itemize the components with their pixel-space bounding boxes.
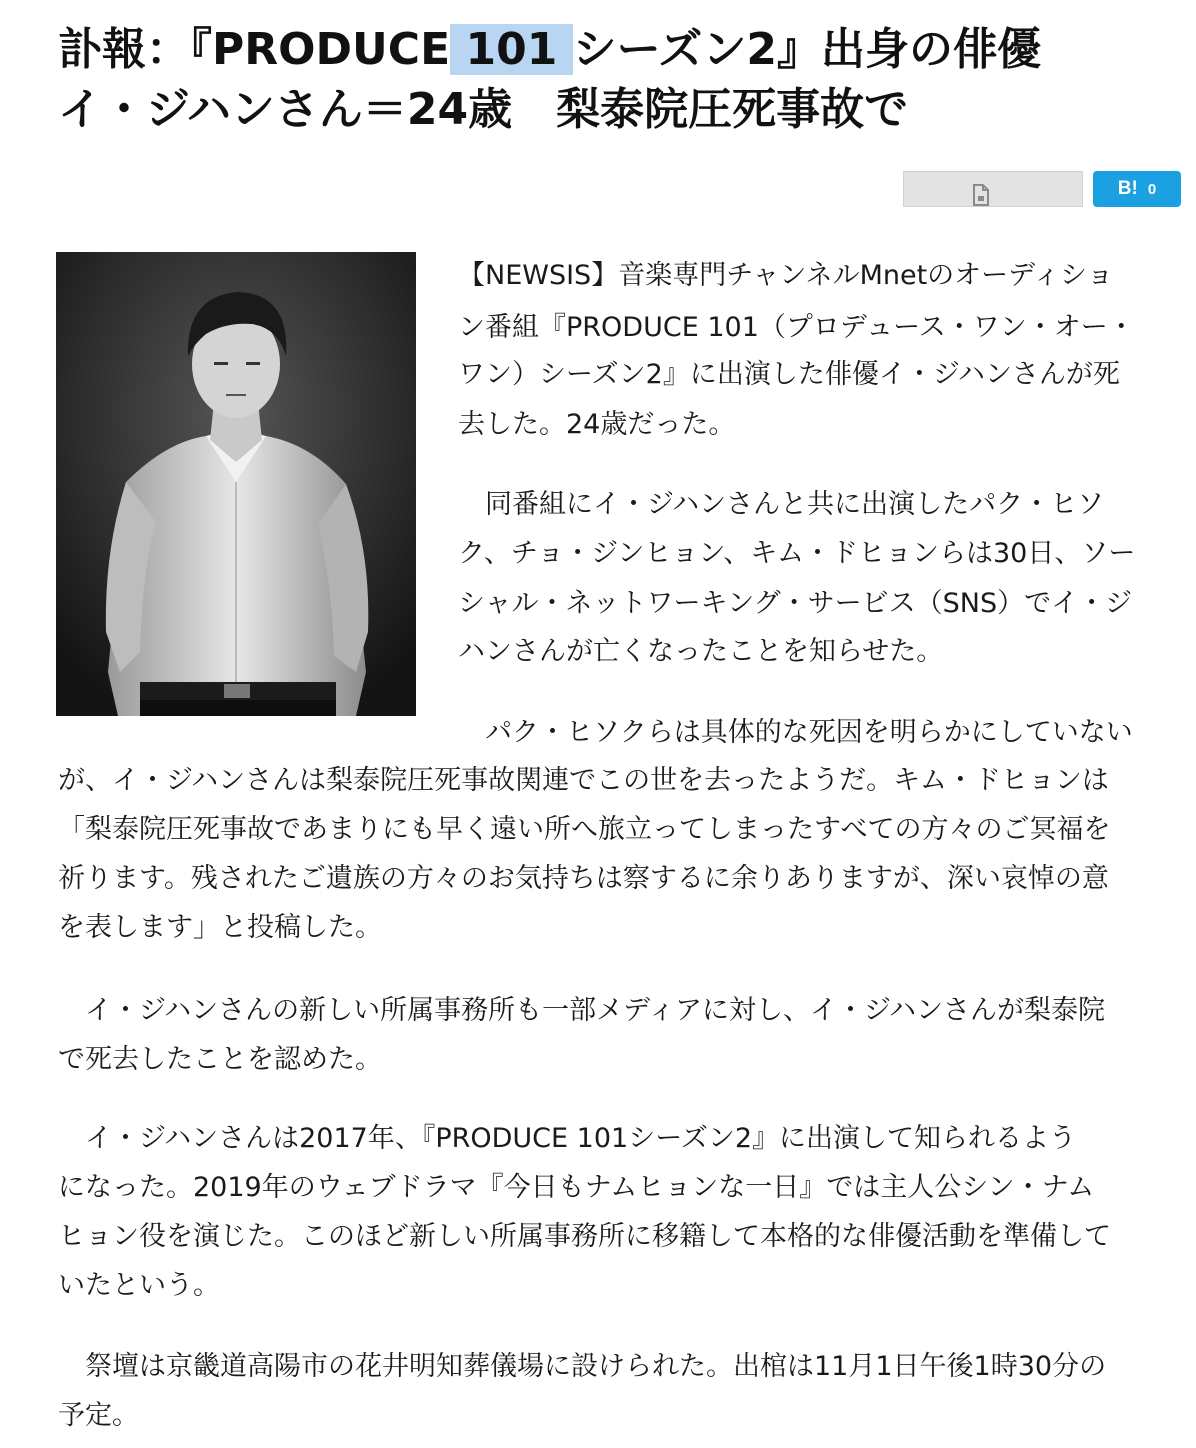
- paragraph-line: ク、チョ・ジンヒョン、キム・ドヒョンらは30日、ソー: [458, 538, 1136, 569]
- paragraph-line: シャル・ネットワーキング・サービス（SNS）でイ・ジ: [458, 588, 1133, 619]
- paragraph-line: ン番組『PRODUCE 101（プロデュース・ワン・オー・: [458, 312, 1135, 343]
- paragraph-line: で死去したことを認めた。: [58, 1044, 382, 1075]
- paragraph-line: 去した。24歳だった。: [458, 409, 736, 440]
- headline-line1: 訃報：『PRODUCE 101 シーズン2』出身の俳優: [58, 24, 1042, 75]
- hatena-bookmark-label: B!: [1117, 178, 1138, 199]
- article-photo: [56, 252, 416, 716]
- paragraph-line: ワン）シーズン2』に出演した俳優イ・ジハンさんが死: [458, 359, 1120, 390]
- article-headline: [58, 20, 1178, 140]
- paragraph-line: になった。2019年のウェブドラマ『今日もナムヒョンな一日』では主人公シン・ナム: [58, 1172, 1095, 1203]
- hatena-bookmark-count: 0: [1147, 180, 1157, 198]
- highlighted-text: 101: [450, 24, 573, 75]
- share-toolbar: [903, 171, 1181, 207]
- paragraph-line: イ・ジハンさんは2017年、『PRODUCE 101シーズン2』に出演して知られるよう: [58, 1123, 1077, 1154]
- paragraph-line: 祭壇は京畿道高陽市の花井明知葬儀場に設けられた。出棺は11月1日午後1時30分の: [58, 1351, 1107, 1382]
- paragraph-line: 「梨泰院圧死事故であまりにも早く遠い所へ旅立ってしまったすべての方々のご冥福を: [58, 814, 1111, 845]
- paragraph-line: が、イ・ジハンさんは梨泰院圧死事故関連でこの世を去ったようだ。キム・ドヒョンは: [58, 765, 1109, 796]
- paragraph-line: 同番組にイ・ジハンさんと共に出演したパク・ヒソ: [458, 489, 1105, 520]
- paragraph-line: ハンさんが亡くなったことを知らせた。: [458, 636, 944, 667]
- paragraph-line: ヒョン役を演じた。このほど新しい所属事務所に移籍して本格的な俳優活動を準備して: [58, 1221, 1111, 1252]
- document-icon: [971, 183, 991, 207]
- print-button[interactable]: [903, 171, 1083, 207]
- headline-line2: イ・ジハンさん＝24歳 梨泰院圧死事故で: [58, 84, 909, 135]
- portrait-image: [56, 252, 416, 716]
- hatena-bookmark-button[interactable]: [1093, 171, 1181, 207]
- paragraph-line: イ・ジハンさんの新しい所属事務所も一部メディアに対し、イ・ジハンさんが梨泰院: [58, 995, 1106, 1026]
- paragraph-line: いたという。: [58, 1270, 220, 1301]
- paragraph-line: 祈ります。残されたご遺族の方々のお気持ちは察するに余りありますが、深い哀悼の意: [58, 863, 1109, 894]
- paragraph-line: 【NEWSIS】音楽専門チャンネルMnetのオーディショ: [458, 260, 1114, 291]
- paragraph-line: パク・ヒソクらは具体的な死因を明らかにしていない: [458, 717, 1133, 748]
- paragraph-line: 予定。: [58, 1400, 139, 1431]
- paragraph-line: を表します」と投稿した。: [58, 912, 382, 943]
